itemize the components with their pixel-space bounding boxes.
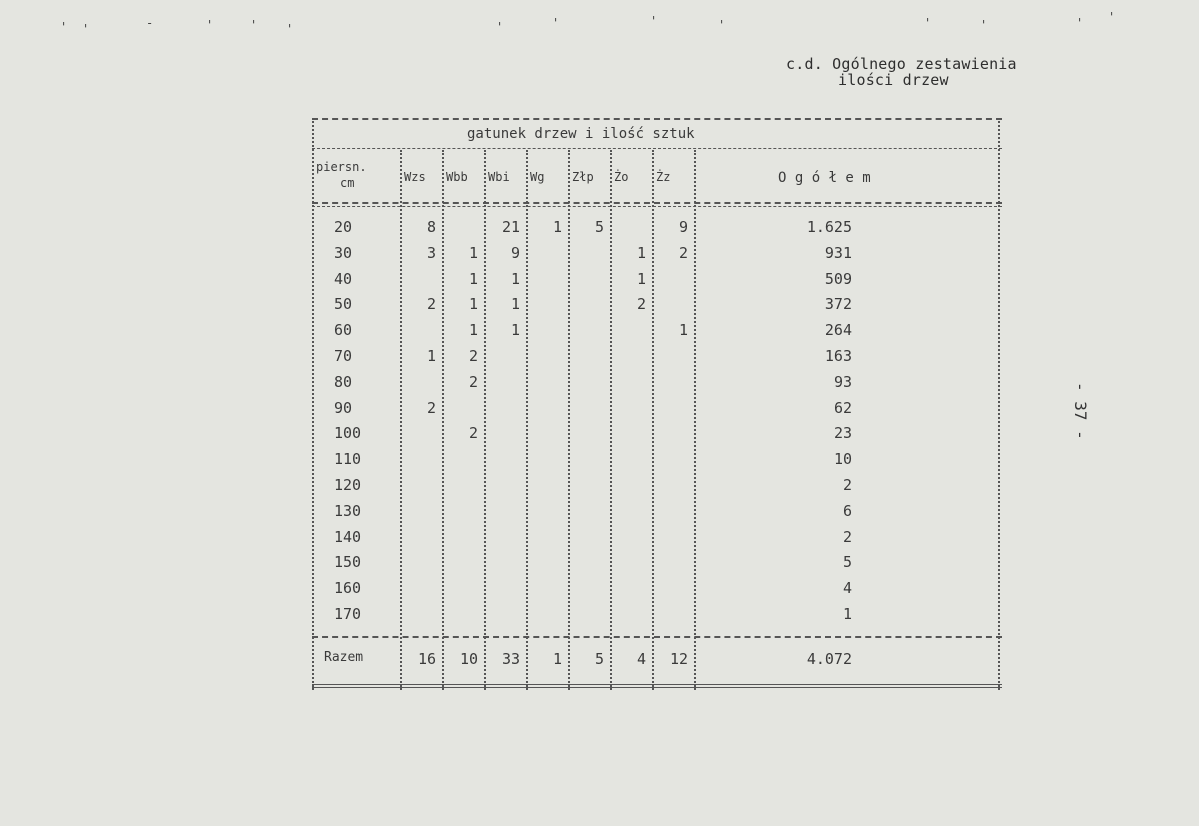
species-count-cell: 1 bbox=[468, 270, 478, 288]
header-rule-2 bbox=[312, 206, 1002, 207]
header-species: Żo bbox=[614, 170, 629, 184]
title-rule bbox=[312, 148, 1002, 149]
header-species: Wzs bbox=[404, 170, 426, 184]
species-count-cell: 1 bbox=[468, 244, 478, 262]
species-count-cell: 9 bbox=[510, 244, 520, 262]
species-count-cell: 2 bbox=[426, 295, 436, 313]
diameter-cell: 30 bbox=[334, 244, 353, 262]
row-total-cell: 62 bbox=[833, 399, 852, 417]
diameter-cell: 110 bbox=[334, 450, 362, 468]
row-total-cell: 93 bbox=[833, 373, 852, 391]
table-top-rule bbox=[312, 118, 1002, 120]
document-heading bbox=[786, 56, 1017, 88]
row-total-cell: 4 bbox=[842, 579, 852, 597]
left-border bbox=[312, 118, 314, 690]
row-total-cell: 10 bbox=[833, 450, 852, 468]
row-total-cell: 931 bbox=[824, 244, 852, 262]
species-count-cell: 2 bbox=[636, 295, 646, 313]
group-title: gatunek drzew i ilość sztuk bbox=[467, 126, 695, 142]
row-total-cell: 509 bbox=[824, 270, 852, 288]
species-count-cell: 1 bbox=[510, 321, 520, 339]
diameter-cell: 60 bbox=[334, 321, 353, 339]
header-rule bbox=[312, 202, 1002, 204]
header-total: O g ó ł e m bbox=[778, 170, 871, 186]
species-count-cell: 9 bbox=[678, 218, 688, 236]
sum-rule bbox=[312, 636, 1002, 638]
species-count-cell: 2 bbox=[678, 244, 688, 262]
diameter-cell: 70 bbox=[334, 347, 353, 365]
column-separator bbox=[694, 150, 696, 690]
species-count-cell: 3 bbox=[426, 244, 436, 262]
diameter-cell: 80 bbox=[334, 373, 353, 391]
page-number: - 37 - bbox=[1071, 382, 1090, 440]
diameter-cell: 20 bbox=[334, 218, 353, 236]
row-total-cell: 5 bbox=[842, 553, 852, 571]
row-total-cell: 2 bbox=[842, 476, 852, 494]
header-species: Wbi bbox=[488, 170, 510, 184]
table-bottom-rule bbox=[312, 684, 1002, 688]
header-species: Wbb bbox=[446, 170, 468, 184]
diameter-cell: 170 bbox=[334, 605, 362, 623]
species-count-cell: 2 bbox=[468, 347, 478, 365]
species-count-cell: 1 bbox=[468, 321, 478, 339]
species-count-cell: 1 bbox=[552, 650, 562, 668]
species-count-cell: 1 bbox=[468, 295, 478, 313]
species-count-cell: 10 bbox=[459, 650, 478, 668]
row-total-cell: 1.625 bbox=[806, 218, 852, 236]
species-count-cell: 1 bbox=[510, 295, 520, 313]
diameter-cell: 90 bbox=[334, 399, 353, 417]
diameter-cell: 120 bbox=[334, 476, 362, 494]
species-count-cell: 12 bbox=[669, 650, 688, 668]
species-count-cell: 33 bbox=[501, 650, 520, 668]
species-count-cell: 16 bbox=[417, 650, 436, 668]
row-total-cell: 6 bbox=[842, 502, 852, 520]
species-count-cell: 2 bbox=[468, 373, 478, 391]
species-count-cell: 2 bbox=[426, 399, 436, 417]
row-total-cell: 163 bbox=[824, 347, 852, 365]
species-count-cell: 1 bbox=[636, 270, 646, 288]
species-count-cell: 2 bbox=[468, 424, 478, 442]
diameter-cell: 50 bbox=[334, 295, 353, 313]
document-page: ' ' - ' ' ' ' ' ' ' ' ' ' ' c.d. Ogólnego zestawienia ilości drzew - 37 - gatunek drzew i ilość sztuk piersn. cm O g ó ł e m Wzs Wbb Wbi Wg Złp Żo Żz 20 8 21 1 5 9 1.625 30 3 1 9 1 2 931 40 1 1 1 509 50 2 1 1 2 372 60 1 1 1 264 70 1 2 163 80 2 93 90 2 62 100 2 23 110 10 120 2 130 6 140 2 150 5 160 4 170 1 Razem 16 10 33 1 5 4 12 4.072 bbox=[0, 0, 1199, 826]
diameter-cell: 140 bbox=[334, 528, 362, 546]
header-diameter: piersn. bbox=[316, 160, 367, 174]
species-count-cell: 8 bbox=[426, 218, 436, 236]
diameter-cell: 130 bbox=[334, 502, 362, 520]
diameter-cell: 150 bbox=[334, 553, 362, 571]
heading-line-2: ilości drzew bbox=[838, 71, 949, 89]
row-total-cell: 372 bbox=[824, 295, 852, 313]
right-border bbox=[998, 118, 1000, 690]
sum-label: Razem bbox=[324, 650, 364, 665]
diameter-cell: 40 bbox=[334, 270, 353, 288]
species-count-cell: 21 bbox=[501, 218, 520, 236]
diameter-cell: 160 bbox=[334, 579, 362, 597]
diameter-cell: 100 bbox=[334, 424, 362, 442]
header-species: Wg bbox=[530, 170, 545, 184]
row-total-cell: 1 bbox=[842, 605, 852, 623]
species-count-cell: 1 bbox=[678, 321, 688, 339]
tree-count-table bbox=[312, 118, 1002, 692]
column-separator bbox=[610, 150, 612, 690]
grand-total-cell: 4.072 bbox=[806, 650, 852, 668]
species-count-cell: 1 bbox=[636, 244, 646, 262]
heading-line-1: c.d. Ogólnego zestawienia bbox=[786, 55, 1017, 73]
species-count-cell: 1 bbox=[426, 347, 436, 365]
species-count-cell: 4 bbox=[636, 650, 646, 668]
header-species: Złp bbox=[572, 170, 594, 184]
column-separator bbox=[442, 150, 444, 690]
row-total-cell: 2 bbox=[842, 528, 852, 546]
header-species: Żz bbox=[656, 170, 671, 184]
species-count-cell: 5 bbox=[594, 650, 604, 668]
species-count-cell: 1 bbox=[510, 270, 520, 288]
species-count-cell: 5 bbox=[594, 218, 604, 236]
species-count-cell: 1 bbox=[552, 218, 562, 236]
header-diameter-unit: cm bbox=[340, 176, 355, 190]
row-total-cell: 23 bbox=[833, 424, 852, 442]
row-total-cell: 264 bbox=[824, 321, 852, 339]
